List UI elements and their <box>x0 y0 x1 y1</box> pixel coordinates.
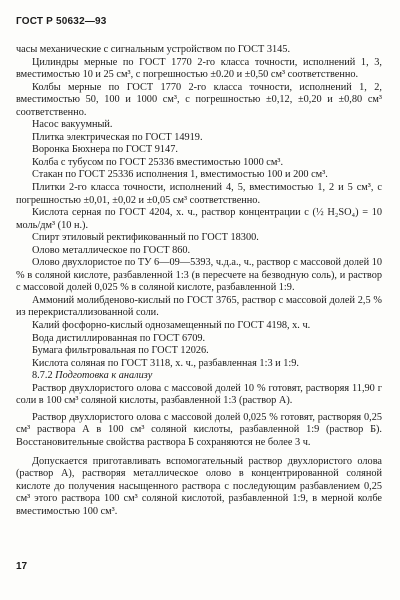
paragraph: Плитка электрическая по ГОСТ 14919. <box>32 131 203 143</box>
paragraph: часы механические с сигнальным устройством по ГОСТ 3145. <box>16 44 291 55</box>
paragraph: Спирт этиловый ректификованный по ГОСТ 18300. <box>32 232 259 244</box>
paragraph: Олово металлическое по ГОСТ 860. <box>32 244 191 256</box>
paragraph: Раствор двухлористого олова с массовой долей 10 % готовят, растворяя 11,90 г соли в 100 см³ соляной кислоты, разбавленной 1:3 (раствор А). <box>16 382 382 407</box>
paragraph: Воронка Бюхнера по ГОСТ 9147. <box>32 144 178 156</box>
paragraph: Колба с тубусом по ГОСТ 25336 вместимостью 1000 см³. <box>32 156 284 168</box>
paragraph: Насос вакуумный. <box>32 119 113 131</box>
paragraph: Плитки 2-го класса точности, исполнений 4, 5, вместимостью 1, 2 и 5 см³, с погрешностью ±0,01, ±0,02 и ±0,05 см³ соответственно. <box>16 182 382 206</box>
paragraph: Вода дистиллированная по ГОСТ 6709. <box>32 332 206 344</box>
document-body <box>16 44 382 518</box>
paragraph: Бумага фильтровальная по ГОСТ 12026. <box>32 345 209 357</box>
section-number: 8.7.2 <box>32 370 53 382</box>
document-header <box>16 16 107 27</box>
paragraph: Олово двухлористое по ТУ 6—09—5393, ч.д.а., ч., раствор с массовой долей 10 % в соляной кислоте, разбавленной 1:3 (в пересчете на безводную соль), и раствор с массовой долей 0,025 % в соляной кислоте, разбавленной 1:9. <box>16 257 382 294</box>
paragraph: Допускается приготавливать вспомогательный раствор двухлористого олова (раствор А), растворяя металлическое олово в концентрированной соляной кислоте до получения насыщенного раствора с последующим разбавлением 0,25 см³ этого раствора 100 см³ соляной кислотой, разбавленной 1:9, в мерной колбе вместимостью 100 см³. <box>16 455 382 517</box>
paragraph: Стакан по ГОСТ 25336 исполнения 1, вместимостью 100 и 200 см³. <box>32 169 328 181</box>
paragraph: Раствор двухлористого олова с массовой долей 0,025 % готовят, растворяя 0,25 см³ раствора А в 100 см³ соляной кислоты, разбавленной 1:9 (раствор Б). Восстановительные свойства раствора Б сохраняются не более 3 ч. <box>16 411 382 448</box>
paragraph: Колбы мерные по ГОСТ 1770 2-го класса точности, исполнений 1, 2, вместимостью 50, 100 и 1000 см³, с погрешностью ±0,12, ±0,20 и ±0,80 см³ соответственно. <box>16 81 382 118</box>
paragraph: Цилиндры мерные по ГОСТ 1770 2-го класса точности, исполнений 1, 3, вместимостью 10 и 25 см³, с погрешностью ±0.20 и ±0,50 см³ соответственно. <box>16 56 382 81</box>
paragraph: Аммоний молибденово-кислый по ГОСТ 3765, раствор с массовой долей 2,5 % из перекристаллизованной соли. <box>16 294 382 319</box>
paragraph: Кислота серная по ГОСТ 4204, х. ч., раствор концентрации с (½ H₂SO₄) = 10 моль/дм³ (10 н.). <box>16 207 382 231</box>
paragraph: Кислота соляная по ГОСТ 3118, х. ч., разбавленная 1:3 и 1:9. <box>32 357 299 369</box>
paragraph: Калий фосфорно-кислый однозамещенный по ГОСТ 4198, х. ч. <box>32 320 311 332</box>
page-number: 17 <box>16 561 28 572</box>
section-heading <box>16 370 382 383</box>
standard-title: ГОСТ Р 50632—93 <box>16 16 107 27</box>
section-title: Подготовка к анализу <box>55 370 153 382</box>
